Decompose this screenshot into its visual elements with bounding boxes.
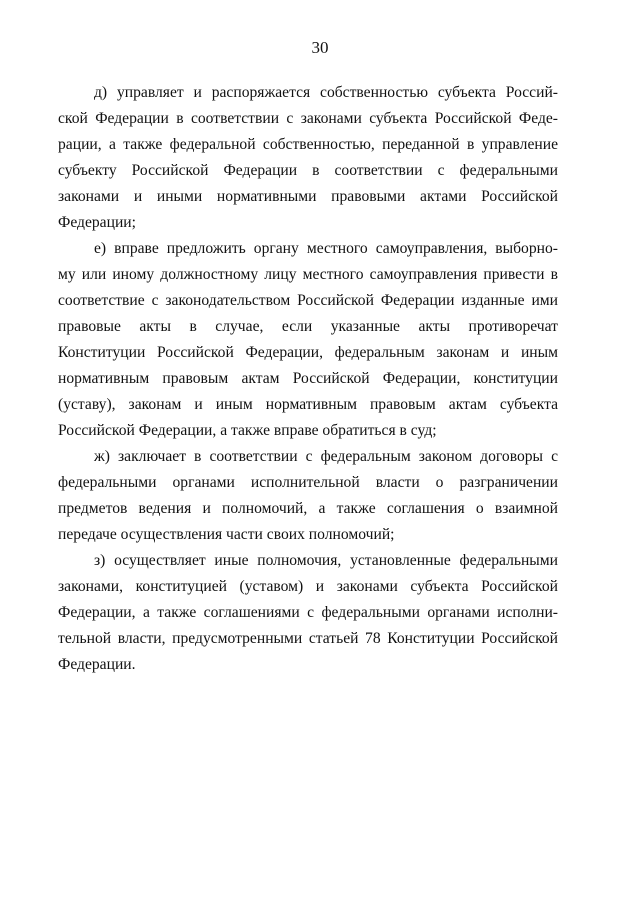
text-line: субъекту Российской Федерации в соответствии с федеральными xyxy=(58,162,558,179)
text-line: правовые акты в случае, если указанные акты противоречат xyxy=(58,318,558,335)
text-line: федеральными органами исполнительной власти о разграничении xyxy=(58,474,558,491)
text-line: ж) заключает в соответствии с федеральным законом договоры с xyxy=(94,448,558,465)
text-line: нормативным правовым актам Российской Федерации, конституции xyxy=(58,370,558,387)
text-line: рации, а также федеральной собственностью, переданной в управление xyxy=(58,136,558,153)
text-line: Федерации, а также соглашениями с федеральными органами исполни- xyxy=(58,604,558,621)
text-line: Федерации. xyxy=(58,656,136,673)
text-line: д) управляет и распоряжается собственностью субъекта Россий- xyxy=(94,84,558,101)
text-line: законами, конституцией (уставом) и законами субъекта Российской xyxy=(58,578,558,595)
text-line: Конституции Российской Федерации, федеральным законам и иным xyxy=(58,344,558,361)
text-line: передаче осуществления части своих полномочий; xyxy=(58,526,395,543)
text-line: ской Федерации в соответствии с законами субъекта Российской Феде- xyxy=(58,110,558,127)
text-line: (уставу), законам и иным нормативным правовым актам субъекта xyxy=(58,396,558,413)
text-line: му или иному должностному лицу местного самоуправления привести в xyxy=(58,266,558,283)
text-line: е) вправе предложить органу местного самоуправления, выборно- xyxy=(94,240,558,257)
text-line: Российской Федерации, а также вправе обратиться в суд; xyxy=(58,422,437,439)
text-line: Федерации; xyxy=(58,214,136,231)
text-line: соответствие с законодательством Российской Федерации изданные ими xyxy=(58,292,558,309)
text-line: з) осуществляет иные полномочия, установленные федеральными xyxy=(94,552,558,569)
text-line: законами и иными нормативными правовыми актами Российской xyxy=(58,188,558,205)
text-line: тельной власти, предусмотренными статьей 78 Конституции Российской xyxy=(58,630,558,647)
page-number: 30 xyxy=(311,38,329,57)
text-line: предметов ведения и полномочий, а также соглашения о взаимной xyxy=(58,500,558,517)
